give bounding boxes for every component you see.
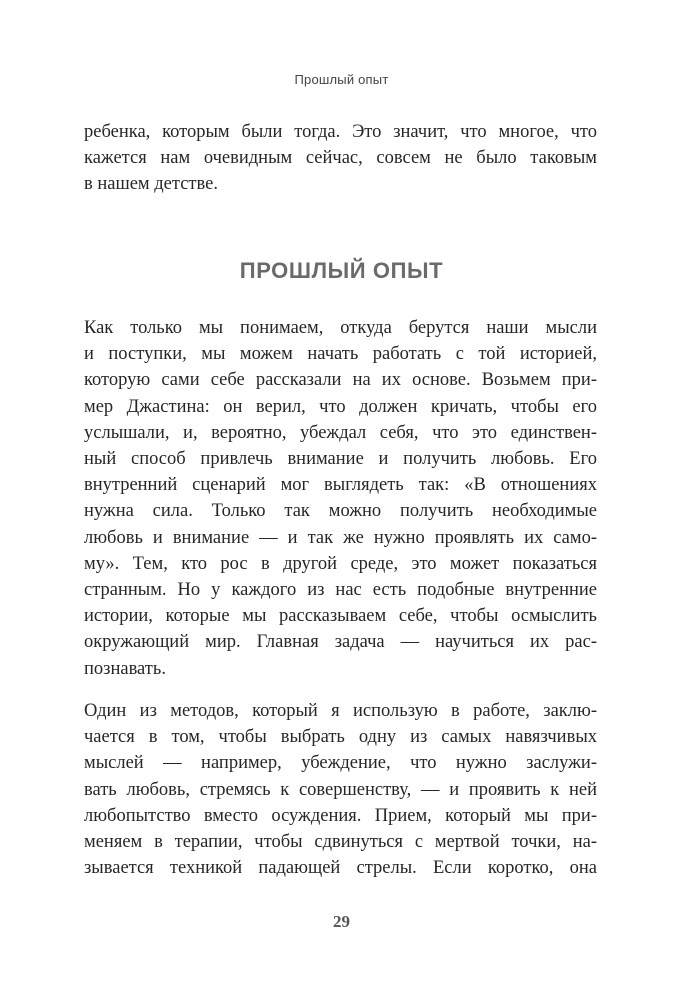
paragraph-2 xyxy=(84,315,597,682)
paragraph-1 xyxy=(84,119,597,198)
text-line: истории, которые мы рассказываем себе, чтобы осмыслить xyxy=(84,606,597,627)
paragraph-3 xyxy=(84,698,597,881)
text-line: странным. Но у каждого из нас есть подобные внутренние xyxy=(84,580,597,601)
text-line: познавать. xyxy=(84,658,166,679)
text-line: в нашем детстве. xyxy=(84,174,218,195)
text-line: ный способ привлечь внимание и получить любовь. Его xyxy=(84,449,597,470)
text-line: ребенка, которым были тогда. Это значит, что многое, что xyxy=(84,122,597,142)
text-line: чается в том, чтобы выбрать одну из самых навязчивых xyxy=(84,727,597,748)
text-line: Один из методов, который я использую в работе, заклю- xyxy=(84,701,597,721)
text-line: вать любовь, стремясь к совершенству, — и проявить к ней xyxy=(84,779,597,800)
text-line: любопытство вместо осуждения. Прием, который мы при- xyxy=(84,805,597,826)
text-line: Как только мы понимаем, откуда берутся наши мысли xyxy=(84,318,597,338)
text-line: му». Тем, кто рос в другой среде, это может показаться xyxy=(84,553,597,574)
text-line: любовь и внимание — и так же нужно проявлять их само- xyxy=(84,527,597,548)
text-line: услышали, и, вероятно, убеждал себя, что это единствен- xyxy=(84,422,597,443)
text-line: окружающий мир. Главная задача — научиться их рас- xyxy=(84,632,597,653)
text-line: кажется нам очевидным сейчас, совсем не было таковым xyxy=(84,148,597,169)
text-line: внутренний сценарий мог выглядеть так: «В отношениях xyxy=(84,475,597,496)
text-line: нужна сила. Только так можно получить необходимые xyxy=(84,501,597,522)
text-line: мыслей — например, убеждение, что нужно заслужи- xyxy=(84,753,597,774)
running-head: Прошлый опыт xyxy=(294,72,389,87)
page-number: 29 xyxy=(333,912,350,931)
text-line: зывается техникой падающей стрелы. Если коротко, она xyxy=(84,858,597,879)
text-line: и поступки, мы можем начать работать с той историей, xyxy=(84,344,597,365)
text-line: которую сами себе рассказали на их основе. Возьмем при- xyxy=(84,370,597,391)
text-line: мер Джастина: он верил, что должен кричать, чтобы его xyxy=(84,396,597,417)
text-line: меняем в терапии, чтобы сдвинуться с мертвой точки, на- xyxy=(84,832,597,853)
section-heading: ПРОШЛЫЙ ОПЫТ xyxy=(239,258,444,283)
